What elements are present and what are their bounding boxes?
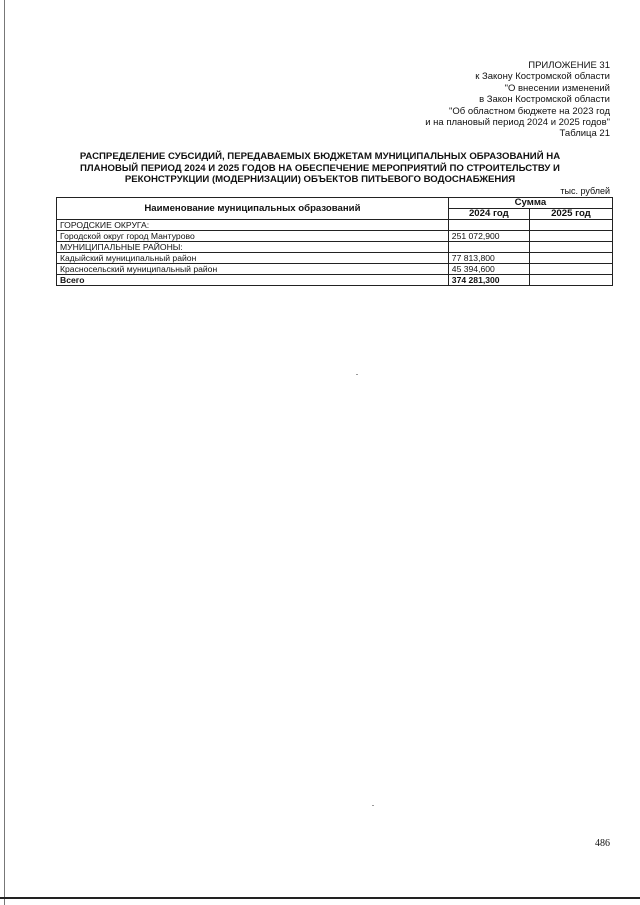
row-name: Кадыйский муниципальный район xyxy=(57,253,449,264)
row-2024: 45 394,600 xyxy=(448,264,529,275)
header-line: ПРИЛОЖЕНИЕ 31 xyxy=(528,60,610,71)
header-line: "О внесении изменений xyxy=(504,82,610,94)
header-line: "Об областном бюджете на 2023 год xyxy=(449,105,610,117)
header-line: к Закону Костромской области xyxy=(475,71,610,83)
row-name: ГОРОДСКИЕ ОКРУГА: xyxy=(57,220,449,231)
row-name: МУНИЦИПАЛЬНЫЕ РАЙОНЫ: xyxy=(57,242,449,253)
scan-speck xyxy=(356,374,358,375)
title-line: ПЛАНОВЫЙ ПЕРИОД 2024 И 2025 ГОДОВ НА ОБЕСПЕЧЕНИЕ МЕРОПРИЯТИЙ ПО СТРОИТЕЛЬСТВУ И xyxy=(80,162,560,174)
total-label: Всего xyxy=(57,275,449,286)
page-bottom-line xyxy=(0,897,640,899)
page-edge-line xyxy=(4,0,5,905)
row-2025 xyxy=(529,231,612,242)
row-name: Красносельский муниципальный район xyxy=(57,264,449,275)
header-2025: 2025 год xyxy=(529,209,612,220)
row-2024: 77 813,800 xyxy=(448,253,529,264)
title-line: РАСПРЕДЕЛЕНИЕ СУБСИДИЙ, ПЕРЕДАВАЕМЫХ БЮДЖЕТАМ МУНИЦИПАЛЬНЫХ ОБРАЗОВАНИЙ НА xyxy=(79,151,561,162)
document-title xyxy=(60,151,580,186)
header-line: и на плановый период 2024 и 2025 годов" xyxy=(425,117,610,129)
table-row xyxy=(57,231,613,242)
units-label: тыс. рублей xyxy=(560,186,610,196)
page-number: 486 xyxy=(595,838,610,849)
row-2025 xyxy=(529,253,612,264)
header-municipality: Наименование муниципальных образований xyxy=(57,198,449,220)
row-2025 xyxy=(529,220,612,231)
row-2025 xyxy=(529,242,612,253)
total-2025 xyxy=(529,275,612,286)
subsidy-table xyxy=(56,197,613,286)
appendix-header xyxy=(425,60,610,140)
row-name: Городской округ город Мантурово xyxy=(57,231,449,242)
total-row xyxy=(57,275,613,286)
title-line: РЕКОНСТРУКЦИИ (МОДЕРНИЗАЦИИ) ОБЪЕКТОВ ПИТЬЕВОГО ВОДОСНАБЖЕНИЯ xyxy=(124,174,516,186)
row-2025 xyxy=(529,264,612,275)
table-row xyxy=(57,253,613,264)
row-2024: 251 072,900 xyxy=(448,231,529,242)
table-row xyxy=(57,264,613,275)
table-row xyxy=(57,242,613,253)
row-2024 xyxy=(448,220,529,231)
scan-speck xyxy=(372,805,374,806)
header-sum: Сумма xyxy=(448,198,612,209)
table-row xyxy=(57,220,613,231)
header-2024: 2024 год xyxy=(448,209,529,220)
row-2024 xyxy=(448,242,529,253)
header-line: в Закон Костромской области xyxy=(479,94,610,106)
total-2024: 374 281,300 xyxy=(448,275,529,286)
table-number: Таблица 21 xyxy=(559,128,610,140)
